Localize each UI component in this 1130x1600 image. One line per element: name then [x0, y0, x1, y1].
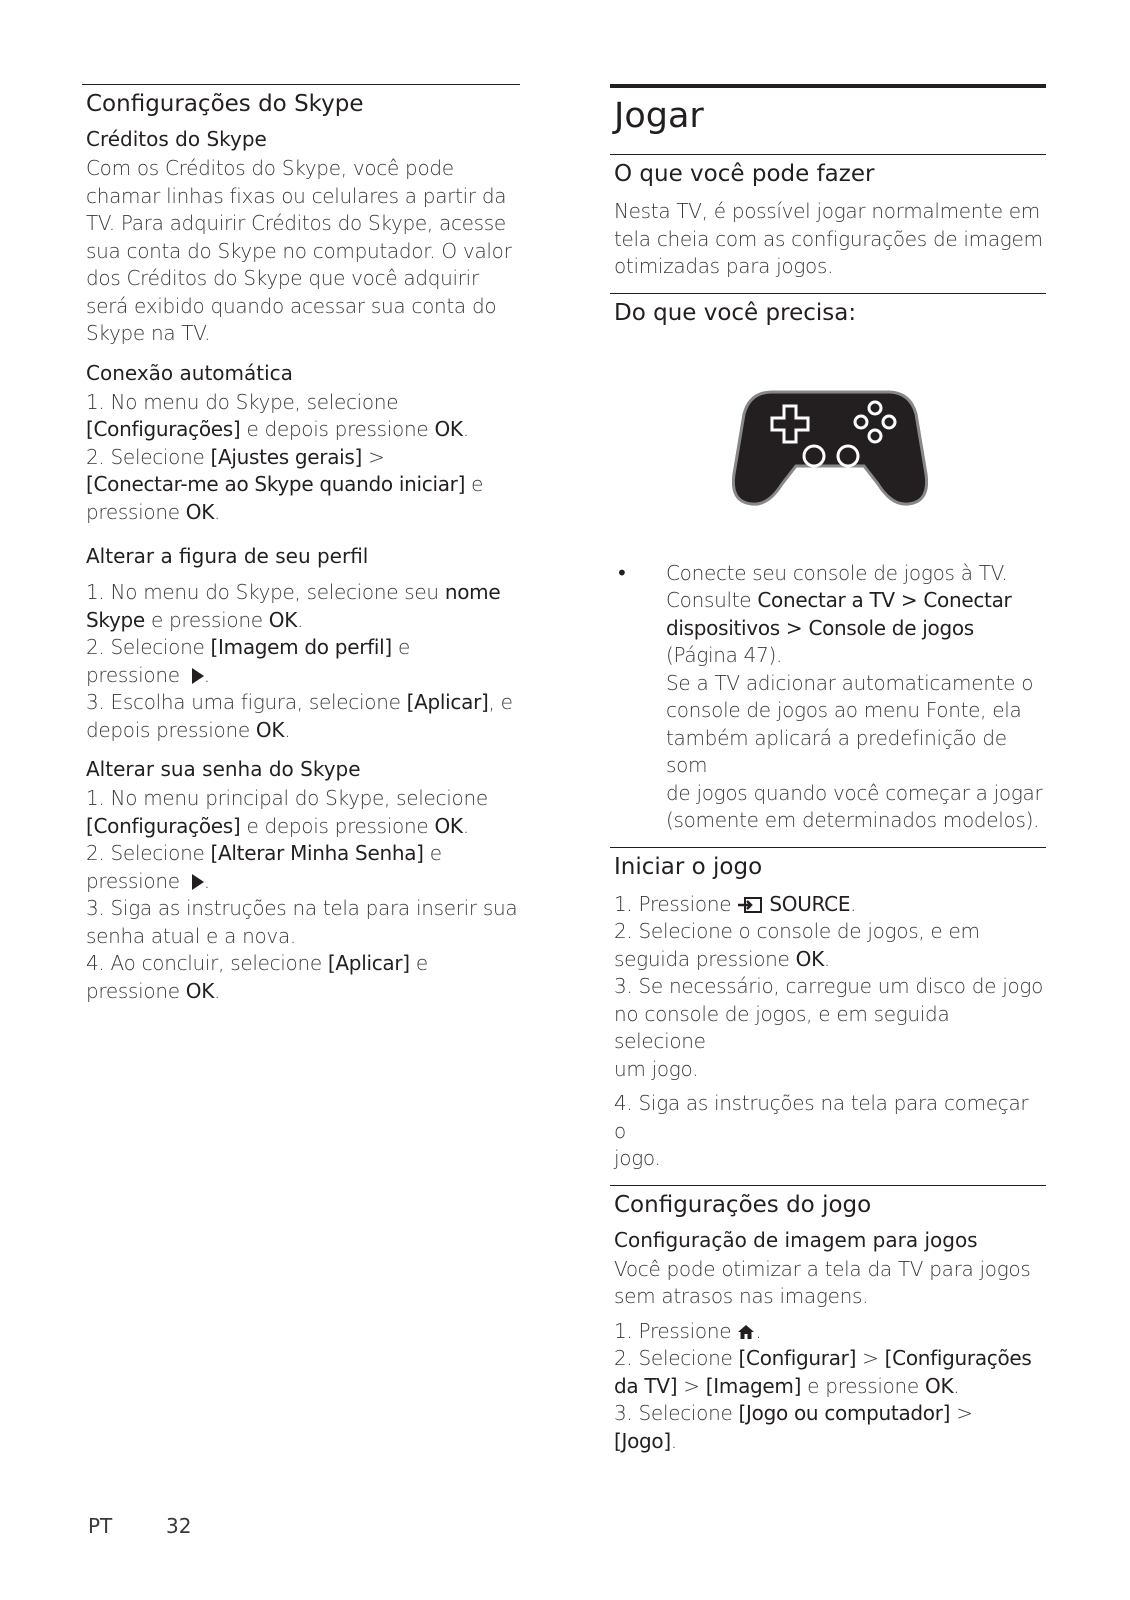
step-line: 2. Selecione [Alterar Minha Senha] e — [86, 841, 442, 865]
step-line: pressione OK. — [86, 499, 221, 524]
credits-line: TV. Para adquirir Créditos do Skype, acesse — [86, 211, 506, 235]
step-line: um jogo. — [614, 1056, 699, 1081]
step-line: 3. Siga as instruções na tela para inserir sua — [86, 896, 518, 920]
section-rule — [610, 1185, 1046, 1186]
section-title: Configurações do Skype — [86, 91, 364, 117]
step-line: no console de jogos, e em seguida selecione — [614, 1001, 950, 1053]
step-line: 1. No menu do Skype, selecione seu nome — [86, 580, 501, 604]
settings-heading: Configurações do jogo — [614, 1191, 872, 1218]
bullet-item: • Conecte seu console de jogos à TV. Consulte Conectar a TV > Conectar dispositivos > Console de jogos (Página 47). Se a TV adicionar automaticamente o console de jogos ao menu Fonte, ela também aplicará a predefinição de som de jogos quando você começar a jogar (somente em determinados modelos). — [616, 560, 1043, 832]
gamepad-icon — [732, 384, 928, 508]
what-line: tela cheia com as configurações de imagem — [614, 226, 1043, 251]
link-connect-tv[interactable]: Conectar a TV > Conectar — [757, 588, 1012, 612]
settings-subheading: Configuração de imagem para jogos — [614, 1227, 978, 1252]
step-line: [Configurações] e depois pressione OK. — [86, 813, 469, 838]
step-line: pressione OK. — [86, 978, 221, 1003]
autoconnect-heading: Conexão automática — [86, 360, 293, 385]
what-heading: O que você pode fazer — [614, 161, 875, 187]
left-column — [82, 84, 520, 1005]
footer-page-number: 32 — [166, 1514, 192, 1538]
section-rule — [610, 154, 1046, 155]
credits-line: dos Créditos do Skype que você adquirir — [86, 266, 479, 290]
step-line: pressione . — [86, 662, 210, 687]
source-icon — [737, 896, 763, 914]
play-arrow-icon — [192, 668, 204, 684]
step-line: 2. Selecione [Imagem do perfil] e — [86, 635, 410, 659]
credits-line: Skype na TV. — [86, 321, 211, 345]
step-line: jogo. — [614, 1146, 661, 1170]
need-heading: Do que você precisa: — [614, 299, 857, 326]
page-footer — [88, 1514, 191, 1538]
step-line: Skype e pressione OK. — [86, 607, 304, 632]
start-heading: Iniciar o jogo — [614, 853, 763, 880]
step-line: 3. Escolha uma figura, selecione [Aplicar], e — [86, 690, 513, 714]
credits-line: será exibido quando acessar sua conta do — [86, 293, 497, 318]
step-line: 1. No menu principal do Skype, selecione — [86, 786, 488, 810]
play-arrow-icon — [192, 874, 204, 890]
step-line: [Conectar-me ao Skype quando iniciar] e — [86, 472, 484, 496]
home-icon — [737, 1324, 755, 1340]
step-line: pressione . — [86, 868, 210, 893]
step-line: senha atual e a nova. — [86, 923, 296, 948]
step-line: 2. Selecione [Configurar] > [Configurações — [614, 1346, 1032, 1370]
step-line: 4. Siga as instruções na tela para começar o — [614, 1091, 1029, 1143]
step-line: 4. Ao concluir, selecione [Aplicar] e — [86, 951, 428, 975]
step-line: 3. Selecione [Jogo ou computador] > — [614, 1401, 973, 1425]
step-line: 1. No menu do Skype, selecione — [86, 389, 399, 414]
credits-line: chamar linhas fixas ou celulares a partir da — [86, 183, 507, 208]
step-line: [Jogo]. — [614, 1428, 677, 1453]
section-rule — [610, 847, 1046, 848]
section-rule — [82, 84, 520, 85]
step-line: 3. Se necessário, carregue um disco de jogo — [614, 974, 1044, 998]
credits-heading: Créditos do Skype — [86, 127, 267, 151]
step-line: 2. Selecione [Ajustes gerais] > — [86, 444, 385, 469]
right-column: Jogar O que você pode fazer Nesta TV, é possível jogar normalmente em tela cheia com as configurações de imagem otimizadas para jogos. Do que você precisa: • Conecte seu console de jogos à TV. Consulte Conectar a TV > Conectar dispositivos > Console de jogos (Página 47). Se a TV adicionar automaticamente o console de jogos ao menu Fonte, ela também aplicará a predefinição de som de jogos quando você começar a jogar (somente em determinados modelos). Iniciar o jogo 1. Pressione SOURCE. 2. Selecione o console de jogos, e em seguida pressione OK. 3. Se necessário, carregue um disco de jogo no console de jogos, e em seguida selecione um jogo. 4. Siga as instruções na tela para começar o jogo. Configurações do jogo Configuração de imagem para jogos Você pode otimizar a tela da TV para jogos sem atrasos nas imagens. 1. Pressione . 2. Selecione [Configurar] > [Configurações da TV] > [Imagem] e pressione OK. 3. Selecione [Jogo ou computador] > [Jogo]. — [610, 84, 1046, 1455]
section-rule — [610, 293, 1046, 294]
step-line: [Configurações] e depois pressione OK. — [86, 417, 469, 441]
profile-heading: Alterar a figura de seu perfil — [86, 544, 369, 568]
step-line: 1. Pressione . — [614, 1318, 762, 1343]
password-heading: Alterar sua senha do Skype — [86, 757, 361, 781]
step-line: 2. Selecione o console de jogos, e em — [614, 919, 980, 943]
link-game-console[interactable]: dispositivos > Console de jogos — [666, 615, 974, 640]
what-line: otimizadas para jogos. — [614, 254, 834, 278]
step-line: 1. Pressione SOURCE. — [614, 891, 857, 916]
credits-line: sua conta do Skype no computador. O valor — [86, 238, 512, 263]
step-line: seguida pressione OK. — [614, 946, 830, 971]
step-line: depois pressione OK. — [86, 717, 291, 742]
chapter-rule — [610, 84, 1046, 88]
footer-language: PT — [88, 1514, 113, 1538]
what-line: Nesta TV, é possível jogar normalmente em — [614, 199, 1040, 223]
chapter-title: Jogar — [614, 96, 704, 136]
credits-line: Com os Créditos do Skype, você pode — [86, 156, 454, 180]
step-line: da TV] > [Imagem] e pressione OK. — [614, 1373, 960, 1398]
